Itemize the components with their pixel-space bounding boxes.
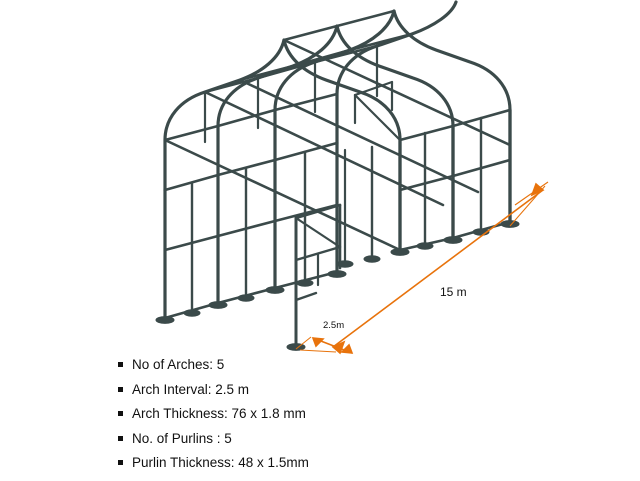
dimension-label-length: 15 m <box>440 285 467 299</box>
spec-item-arch-thickness <box>118 407 548 421</box>
spec-label: No of Arches: 5 <box>132 357 225 372</box>
bullet-square-icon <box>118 387 123 392</box>
spec-item-arch-interval <box>118 383 548 397</box>
spec-label: Arch Interval: 2.5 m <box>132 381 250 397</box>
bullet-square-icon <box>118 436 123 441</box>
bullet-square-icon <box>118 460 123 465</box>
spec-label: Arch Thickness: 76 x 1.8 mm <box>132 406 306 421</box>
specification-list <box>118 358 548 481</box>
bullet-square-icon <box>118 362 123 367</box>
spec-item-purlin-thickness <box>118 456 548 470</box>
spec-item-arches <box>118 358 548 372</box>
bullet-square-icon <box>118 411 123 416</box>
spec-label: No. of Purlins : 5 <box>132 430 232 446</box>
spec-label: Purlin Thickness: 48 x 1.5mm <box>132 455 309 470</box>
spec-item-purlins <box>118 432 548 446</box>
dimension-label-width: 2.5m <box>323 320 345 331</box>
